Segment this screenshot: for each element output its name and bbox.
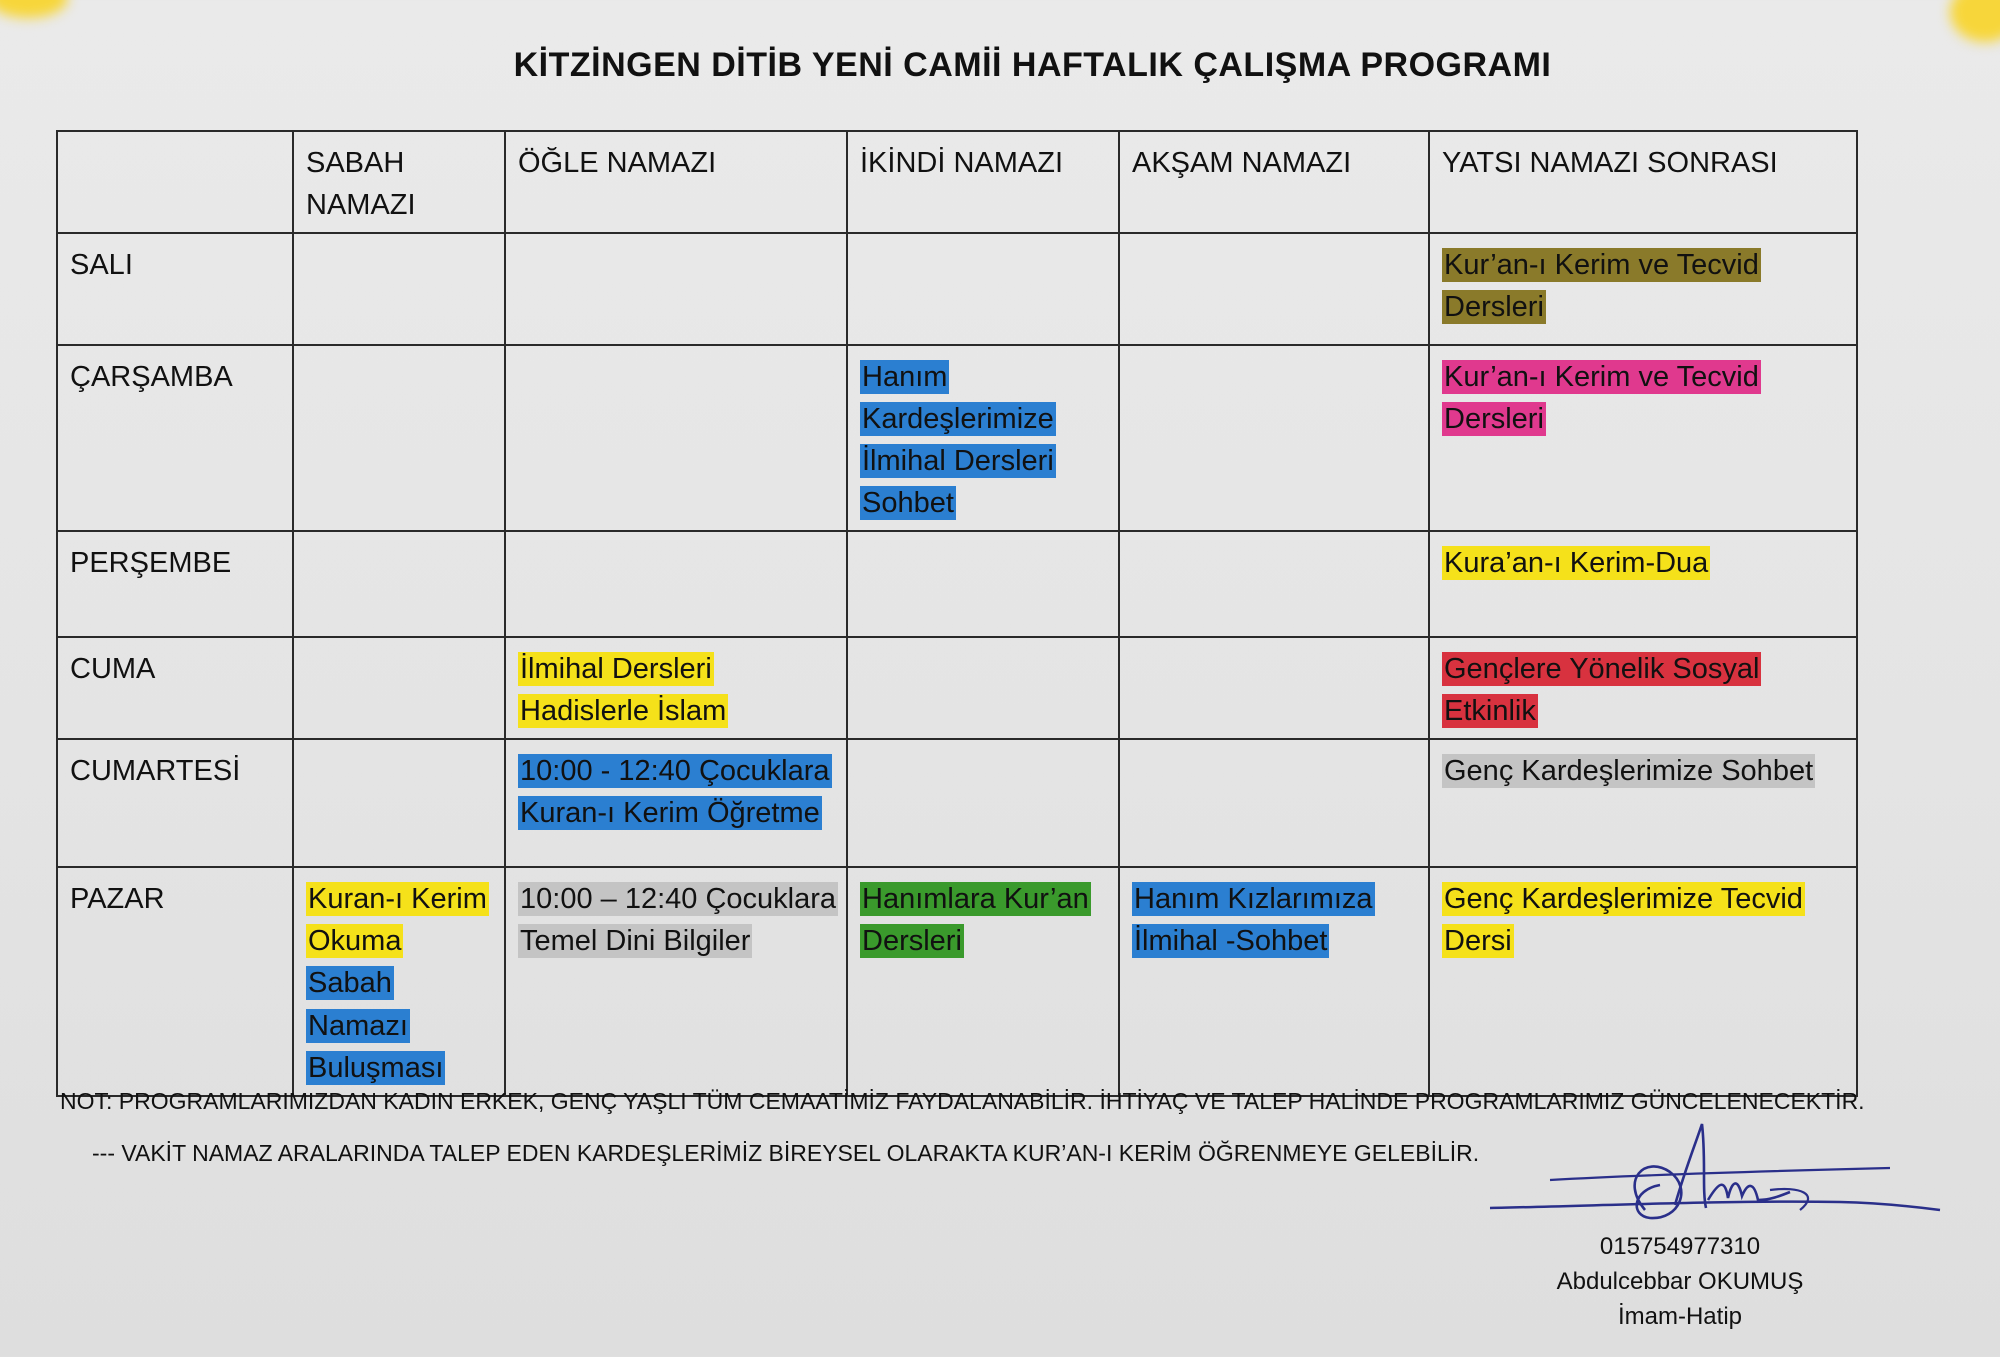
header-sabah: SABAH NAMAZI	[293, 131, 505, 233]
cell-yatsi	[1429, 531, 1857, 637]
program-text: Sabah Namazı Buluşması	[308, 967, 444, 1084]
program-text: Kuran-ı Kerim Okuma	[308, 883, 487, 958]
cell-ogle	[505, 867, 847, 1095]
cell-empty	[847, 739, 1119, 867]
note-text-secondary: --- VAKİT NAMAZ ARALARINDA TALEP EDEN KARDEŞLERİMİZ BİREYSEL OLARAKTA KUR’AN-I KERİM ÖĞRENMEYE GELEBİLİR.	[92, 1140, 1480, 1166]
cell-empty	[847, 637, 1119, 739]
table-row	[57, 637, 1857, 739]
table-row	[57, 739, 1857, 867]
cell-ogle	[505, 637, 847, 739]
program-text: Gençlere Yönelik Sosyal Etkinlik	[1444, 653, 1760, 728]
cell-empty	[505, 345, 847, 531]
paper-corner-left	[0, 0, 68, 18]
imam-name: Abdulcebbar OKUMUŞ	[1556, 1267, 1804, 1295]
program-text: Hanımlara Kur’an Dersleri	[862, 883, 1089, 958]
cell-empty	[505, 531, 847, 637]
table-row	[57, 867, 1857, 1095]
cell-empty	[847, 233, 1119, 345]
day-label: SALI	[57, 233, 293, 345]
cell-empty	[293, 233, 505, 345]
header-ikindi: İKİNDİ NAMAZI	[847, 131, 1119, 233]
day-label: PAZAR	[57, 867, 293, 1095]
cell-yatsi	[1429, 233, 1857, 345]
table-row	[57, 531, 1857, 637]
table-row	[57, 233, 1857, 345]
cell-ikindi	[847, 345, 1119, 531]
cell-yatsi	[1429, 345, 1857, 531]
note-text: NOT: PROGRAMLARIMIZDAN KADIN ERKEK, GENÇ YAŞLI TÜM CEMAATİMİZ FAYDALANABİLİR. İHTİYAÇ VE TALEP HALİNDE PROGRAMLARIMIZ GÜNCELENECEKTİR.	[60, 1088, 1865, 1114]
day-label: CUMA	[57, 637, 293, 739]
program-text: Genç Kardeşlerimize Sohbet	[1444, 755, 1814, 788]
cell-empty	[1119, 233, 1429, 345]
day-label: ÇARŞAMBA	[57, 345, 293, 531]
program-text: Hanım Kızlarımıza İlmihal -Sohbet	[1134, 883, 1373, 958]
header-row	[57, 131, 1857, 233]
cell-empty	[293, 637, 505, 739]
contact-block	[1480, 1230, 1880, 1334]
cell-empty	[293, 531, 505, 637]
cell-empty	[847, 531, 1119, 637]
cell-empty	[1119, 739, 1429, 867]
cell-yatsi	[1429, 637, 1857, 739]
cell-empty	[293, 345, 505, 531]
day-label: CUMARTESİ	[57, 739, 293, 867]
cell-ikindi	[847, 867, 1119, 1095]
header-aksam: AKŞAM NAMAZI	[1119, 131, 1429, 233]
program-text: Genç Kardeşlerimize Tecvid Dersi	[1444, 883, 1803, 958]
cell-ogle	[505, 739, 847, 867]
day-label: PERŞEMBE	[57, 531, 293, 637]
header-yatsi: YATSI NAMAZI SONRASI	[1429, 131, 1857, 233]
cell-empty	[293, 739, 505, 867]
program-text: 10:00 - 12:40 Çocuklara Kuran-ı Kerim Öğretme	[520, 755, 830, 830]
phone-number: 015754977310	[1599, 1233, 1761, 1260]
program-text: Kur’an-ı Kerim ve Tecvid Dersleri	[1444, 249, 1759, 324]
cell-yatsi	[1429, 739, 1857, 867]
program-text: Kur’an-ı Kerim ve Tecvid Dersleri	[1444, 361, 1759, 436]
cell-aksam	[1119, 867, 1429, 1095]
weekly-schedule-table	[56, 130, 1858, 1097]
header-ogle: ÖĞLE NAMAZI	[505, 131, 847, 233]
program-text: 10:00 – 12:40 Çocuklara Temel Dini Bilgiler	[520, 883, 836, 958]
cell-empty	[1119, 531, 1429, 637]
program-text: Hanım Kardeşlerimize İlmihal Dersleri Sohbet	[862, 361, 1054, 520]
cell-empty	[1119, 345, 1429, 531]
cell-yatsi	[1429, 867, 1857, 1095]
cell-empty	[505, 233, 847, 345]
paper-corner-right	[1950, 0, 2000, 42]
program-text: İlmihal Dersleri	[520, 653, 712, 686]
cell-sabah	[293, 867, 505, 1095]
program-text: Hadislerle İslam	[520, 695, 727, 728]
program-text: Kura’an-ı Kerim-Dua	[1444, 547, 1709, 580]
header-cell-empty	[57, 131, 293, 233]
table-row	[57, 345, 1857, 531]
signature	[1470, 1110, 1950, 1240]
page-title: KİTZİNGEN DİTİB YENİ CAMİİ HAFTALIK ÇALIŞMA PROGRAMI	[513, 46, 1552, 84]
cell-empty	[1119, 637, 1429, 739]
imam-role: İmam-Hatip	[1617, 1302, 1743, 1330]
